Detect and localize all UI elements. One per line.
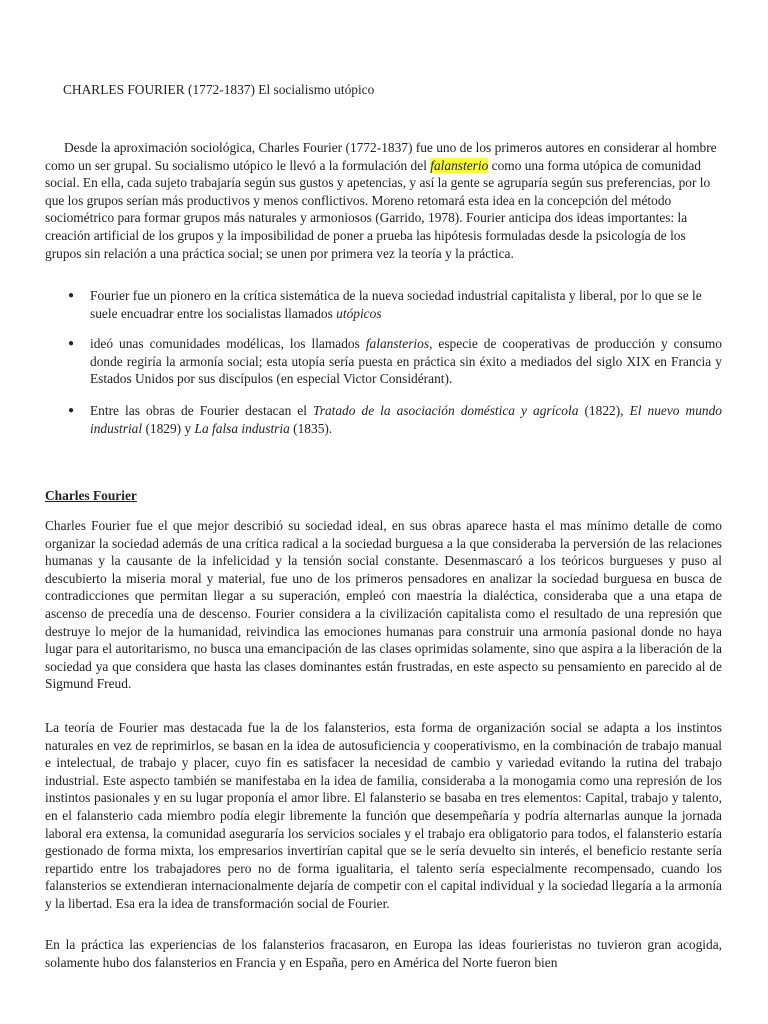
bullet-item xyxy=(64,402,722,437)
bullet-text: (1829) y xyxy=(142,420,195,436)
book-title: El nuevo mundo industrial xyxy=(90,403,722,436)
bullet-text: ideó unas comunidades modélicas, los llamados xyxy=(90,336,366,351)
intro-text-after: como una forma utópica de comunidad social. En ella, cada sujeto trabajaría según sus gustos y apetencias, y así la gente se agruparía según sus preferencias, por lo que los grupos serían más productivos y menos conflictivos. Moreno retomará esta idea en la concepción del método sociométrico para formar grupos más naturales y armoniosos (Garrido, 1978). Fourier anticipa dos ideas importantes: la creación artificial de los grupos y la imposibilidad de poner a prueba las hipótesis formuladas desde la psicología de los grupos sin relación a una práctica social; se unen por primera vez la teoría y la práctica. xyxy=(45,157,711,261)
bullet-text: Fourier fue un pionero en la crítica sistemática de la nueva sociedad industrial capitalista y liberal, por lo que se le suele encuadrar entre los socialistas llamados xyxy=(90,288,702,321)
section-heading: Charles Fourier xyxy=(45,488,137,503)
highlighted-term: falansterio xyxy=(430,157,489,173)
body-paragraph: La teoría de Fourier mas destacada fue la de los falansterios, esta forma de organización social se adapta a los instintos naturales en vez de reprimirlos, se basan en la idea de autosuficiencia y cooperativismo, en la combinación de trabajo manual e intelectual, de trabajo y placer, cuyo fin es satisfacer la necesidad de cambio y variedad evitando la rutina del trabajo industrial. Este aspecto también se manifestaba en la idea de familia, consideraba a la monogamia como una represión de los instintos pasionales y en su lugar proponía el amor libre. El falansterio se basaba en tres elementos: Capital, trabajo y talento, en el falansterio cada miembro podía elegir libremente la función que desempeñaría y podría alternarlas aunque la jornada laboral era extensa, la comunidad aseguraría los servicios sociales y el trabajo era obligatorio para todos, el falansterio estaría gestionado de forma mixta, los empresarios invertirían capital que se le sería devuelto sin interés, el beneficio restante sería repartido entre los trabajadores pero no de forma igualitaria, el talento sería especialmente recompensado, cuando los falansterios se extendieran internacionalmente dejaría de competir con el capital individual y la sociedad llegaría a la armonía y la libertad. Esa era la idea de transformación social de Fourier. xyxy=(45,720,722,911)
bullet-italic: utópicos xyxy=(336,305,382,321)
document-title: CHARLES FOURIER (1772-1837) El socialismo utópico xyxy=(63,82,375,97)
bullet-item xyxy=(64,287,722,331)
intro-text-before: Desde la aproximación sociológica, Charles Fourier (1772-1837) fue uno de los primeros autores en considerar al hombre como un ser grupal. Su socialismo utópico le llevó a la formulación del xyxy=(45,140,717,173)
bullet-text: , especie de cooperativas de producción y consumo donde regiría la armonía social; esta utopía sería puesta en práctica sin éxito a mediados del siglo XIX en Francia y Estados Unidos por sus discípulos (en especial Victor Considérant). xyxy=(90,336,722,387)
intro-paragraph xyxy=(45,139,723,262)
bullet-list xyxy=(64,287,722,437)
book-title: Tratado de la asociación doméstica y agrícola xyxy=(313,403,579,418)
body-paragraph: Charles Fourier fue el que mejor describió su sociedad ideal, en sus obras aparece hasta el mas mínimo detalle de como organizar la sociedad además de una crítica radical a la sociedad burguesa a la que consideraba la perversión de las relaciones humanas y la causante de la infelicidad y la tensión social constante. Desenmascaró a los teóricos burgueses y puso al descubierto la miseria moral y material, fue uno de los primeros pensadores en analizar la sociedad burguesa en busca de contradicciones que permitan llegar a su superación, empleó con maestría la dialéctica, consideraba que a una etapa de ascenso de precedía una de descenso. Fourier considera a la civilización capitalista como el resultado de una represión que destruye lo mejor de la humanidad, reivindica las emociones humanas para construir una armonía pasional donde no haya lugar para el autoritarismo, no busca una emancipación de las clases oprimidas solamente, sino que aspira a la liberación de la sociedad ya que considera que hasta las clases dominantes están frustradas, en este aspecto su pensamiento en parecido al de Sigmund Freud. xyxy=(45,518,722,692)
bullet-icon: ● xyxy=(68,338,75,349)
bullet-text: (1822), xyxy=(578,403,630,418)
book-title: La falsa industria xyxy=(194,420,290,436)
bullet-item xyxy=(64,335,722,397)
bullet-italic: falansterios xyxy=(365,336,430,351)
bullet-text: (1835). xyxy=(289,420,333,436)
body-paragraph: En la práctica las experiencias de los falansterios fracasaron, en Europa las ideas fourieristas no tuvieron gran acogida, solamente hubo dos falansterios en Francia y en España, pero en América del Norte fueron bien xyxy=(45,937,722,970)
bullet-icon: ● xyxy=(68,405,75,416)
bullet-text: Entre las obras de Fourier destacan el xyxy=(90,403,314,418)
bullet-icon: ● xyxy=(68,290,75,301)
